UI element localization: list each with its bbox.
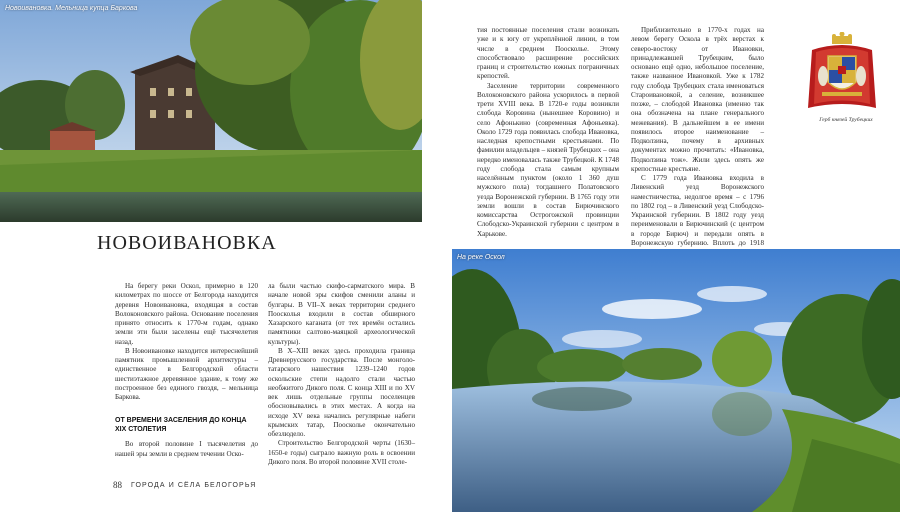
text-column-4 [631,26,764,257]
paragraph: ла были частью скифо-сарматского мира. В начале новой эры скифов сменили аланы и булгары. В VII–X веках территории среднего Поосколья входили в состав обширного Хазарского каганата (от тех времён остались памятники салтово-маяцкой археологической культуры). [268,282,415,346]
article-title: НОВОИВАНОВКА [97,232,277,254]
paragraph: тия постоянные поселения стали возникать уже и к югу от укреплённой линии, в том числе в среднем Поосколье. Этому способствовало расширение российских границ и строительство южных пограничных крепостей. [477,26,619,81]
river-photo [452,249,900,512]
trubetskoy-coat-of-arms-icon [806,32,878,114]
paragraph: В Новоивановке находится интереснейший памятник промышленной архитектуры – единственное в Белгородской области шестиэтажное деревянное здание, к тому же построенное без единого гвоздя, – мельница Баркова. [115,346,258,401]
paragraph: Во второй половине I тысячелетия до нашей эры земли в среднем течении Оско- [115,440,258,458]
running-head: ГОРОДА И СЁЛА БЕЛОГОРЬЯ [131,482,257,489]
paragraph: В X–XIII веках здесь проходила граница Древнерусского государства. После монголо-татарского нашествия 1239–1240 годов оскольские степи надолго стали частью необжитого Дикого поля. С конца XIII и по XV век лишь отдельные группы поселенцев обосновывались в этих местах. А когда на исходе XV века начались регулярные набеги крымских татар, Поосколье окончательно обезлюдело. [268,346,415,438]
text-column-1 [115,282,258,459]
paragraph: С 1779 года Ивановка входила в Ливенский уезд Воронежского наместничества, недолгое время – с 1796 по 1802 год – в Ливенский уезд Слободско-Украинской губернии. В 1802 году уезд переименовали в Бирючинский (с центром в городе Бирюч) и передали опять в Воронежскую губернию. Вплоть до 1918 [631,174,764,247]
paragraph: Строительство Белгородской черты (1630–1650-е годы) сыграло важную роль в освоении Дикого поля. Во второй половине XVII столе- [268,439,415,466]
mill-photo [0,0,422,222]
river-photo-caption: На реке Оскол [457,254,505,261]
mill-photo-caption: Новоивановка. Мельница купца Баркова [5,5,138,12]
paragraph: Заселение территории современного Волоконовского района ускорилось в первой трети XVIII века. В 1720-е годы возникли слобода Коровина (нынешнее Коровино) и село Афонькино (современная Афоньевка). Около 1729 года появилась слобода Ивановка, наследная крепостными крестьянами. По фамилии владельцев – князей Трубецких – она нередко именовалась также Трубецкой. К 1748 году слобода стала самым крупным населённым пунктом (около 1 360 душ мужского пола) тогдашнего Полатовского уезда Воронежской губернии. В 1765 году эти земли вошли в состав Бирючинского комиссарства Острогожской провинции Слободско-Украинской губернии с центром в Харькове. [477,81,619,238]
paragraph: На берегу реки Оскол, примерно в 120 километрах по шоссе от Белгорода находится деревня Новоивановка, входящая в состав Волоконовского района. Основание поселения принято относить к 1770-м годам, однако земли эти были заселены ещё тысячелетия назад. [115,282,258,346]
river-landscape-image [452,249,900,512]
page-number: 88 [113,480,122,490]
paragraph: Приблизительно в 1770-х годах на левом берегу Оскола в трёх верстах к северо-востоку от Ивановки, принадлежавшей Трубецким, было основано ещё одно, небольшое поселение, также названное Ивановкой. Уже к 1782 году слобода Трубецких стала именоваться Староивановкой, а селение, возникшее позже, – слободой Ивановка (именно так она обозначена на плане генерального межевания). В дальнейшем в ее имени появилось второе наименование – Подколзина, почему в архивных документах можно прочитать: «Ивановка, Подколзина тож». Жили здесь опять же крепостные крестьяне. [631,26,764,173]
text-column-3 [477,26,619,239]
emblem-caption: Герб князей Трубецких [819,117,873,123]
text-column-2 [268,282,415,467]
mill-landscape-image [0,0,422,222]
section-subheading: ОТ ВРЕМЕНИ ЗАСЕЛЕНИЯ ДО КОНЦА XIX СТОЛЕТИЯ [115,417,247,434]
